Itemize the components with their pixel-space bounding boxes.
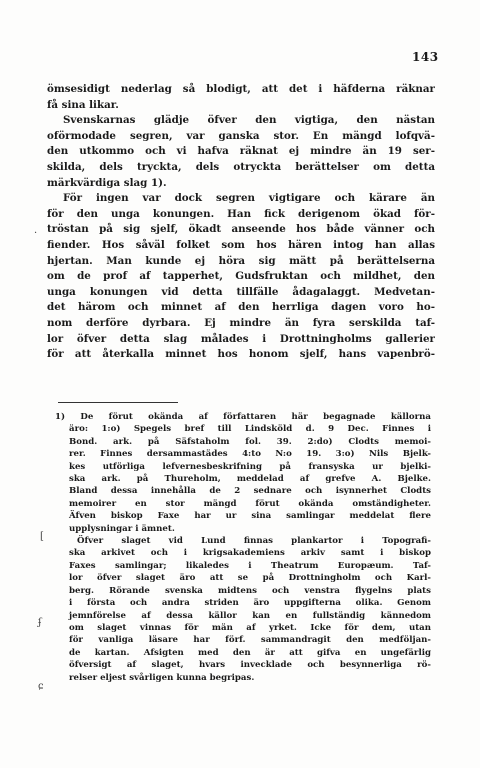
margin-mark: · [34, 228, 38, 239]
main-text [47, 82, 435, 363]
text-line: unga konungen vid detta tillfälle ådagalaggt. Medvetan- [47, 285, 435, 298]
footnote-rule [58, 402, 178, 403]
text-line: om de prof af tapperhet, Gudsfruktan och mildhet, den [47, 270, 435, 283]
text-line: För ingen var dock segren vigtigare och kärare än [63, 192, 435, 205]
text-line: för att återkalla minnet hos honom sjelf, hans vapenbrö- [47, 348, 435, 361]
footnote-line: lor öfver slaget äro att se på Drottningholm och Karl- [69, 573, 431, 584]
footnote-line: memoirer en stor mängd förut okända omständigheter. [69, 498, 431, 509]
footnote-line: Öfver slaget vid Lund finnas plankartor i Topografi- [77, 536, 431, 547]
page-number: 143 [412, 50, 439, 64]
text-line: den utkommo och vi hafva räknat ej mindre än 19 ser- [47, 145, 435, 158]
footnote-line: de kartan. Afsigten med den är att gifva en ungefärlig [69, 647, 431, 658]
margin-mark: ʄ [38, 617, 42, 628]
text-line: för den unga konungen. Han fick derigenom ökad för- [47, 207, 435, 220]
footnote-line: Äfven biskop Faxe har ur sina samlingar meddelat flere [69, 511, 431, 522]
footnote-line: berg. Rörande svenska midtens och venstra flygelns plats [69, 585, 431, 596]
footnote-line: om slaget vinnas för män af yrket. Icke för dem, utan [69, 622, 431, 633]
footnote-line: öfversigt af slaget, hvars invecklade och besynnerliga rö- [69, 660, 431, 671]
footnote-line: Bond. ark. på Säfstaholm fol. 39. 2:do) Clodts memoi- [69, 436, 431, 447]
text-line: oförmodade segren, var ganska stor. En mängd lofqvä- [47, 129, 435, 142]
text-line: få sina likar. [47, 98, 119, 111]
footnote-line: 1) De förut okända af författaren här begagnade källorna [55, 412, 431, 422]
footnote-line: ska arkivet och i krigsakademiens arkiv samt i biskop [69, 548, 431, 559]
text-line: fiender. Hos såväl folket som hos hären intog han allas [47, 238, 435, 251]
footnote-line: för vanliga läsare har förf. sammandragit den medföljan- [69, 635, 431, 646]
footnote-line: Faxes samlingar; likaledes i Theatrum Europæum. Taf- [69, 560, 431, 571]
text-line: Svenskarnas glädje öfver den vigtiga, den nästan [63, 114, 435, 127]
text-line: hjertan. Man kunde ej höra sig mätt på berättelserna [47, 254, 435, 267]
footnote-line: rer. Finnes dersammastädes 4:to N:o 19. 3:o) Nils Bjelk- [69, 449, 431, 460]
text-line: nom derföre dyrbara. Ej mindre än fyra serskilda taf- [47, 316, 435, 329]
text-line: ömsesidigt nederlag så blodigt, att det i häfderna räknar [47, 83, 435, 95]
footnote-line: Bland dessa innehålla de 2 sednare och isynnerhet Clodts [69, 486, 431, 497]
footnote-line: kes utförliga lefvernesbeskrifning på fransyska ur bjelki- [69, 461, 431, 472]
footnote-line: upplysningar i ämnet. [69, 523, 175, 534]
footnote-line: äro: 1:o) Spegels bref till Lindsköld d. 9 Dec. Finnes i [69, 424, 431, 435]
margin-mark: ɕ [38, 681, 44, 692]
text-line: lor öfver detta slag målades i Drottningholms gallerier [47, 332, 435, 345]
footnote-line: jemnförelse af dessa källor kan en fullständig kännedom [69, 610, 431, 621]
text-line: tröstan på sig sjelf, ökadt anseende hos både vänner och [47, 223, 435, 236]
footnotes [55, 411, 431, 684]
footnote-line: i första och andra striden äro uppgifterna olika. Genom [69, 598, 431, 609]
footnote-line: relser eljest svårligen kunna begripas. [69, 672, 255, 683]
text-line: skilda, dels tryckta, dels otryckta berättelser om detta [47, 160, 435, 173]
footnote-line: ska ark. på Thureholm, meddelad af grefve A. Bjelke. [69, 474, 431, 485]
text-line: det härom och minnet af den herrliga dagen voro ho- [47, 301, 435, 314]
margin-mark: [ [40, 531, 44, 542]
text-line: märkvärdiga slag 1). [47, 176, 167, 189]
